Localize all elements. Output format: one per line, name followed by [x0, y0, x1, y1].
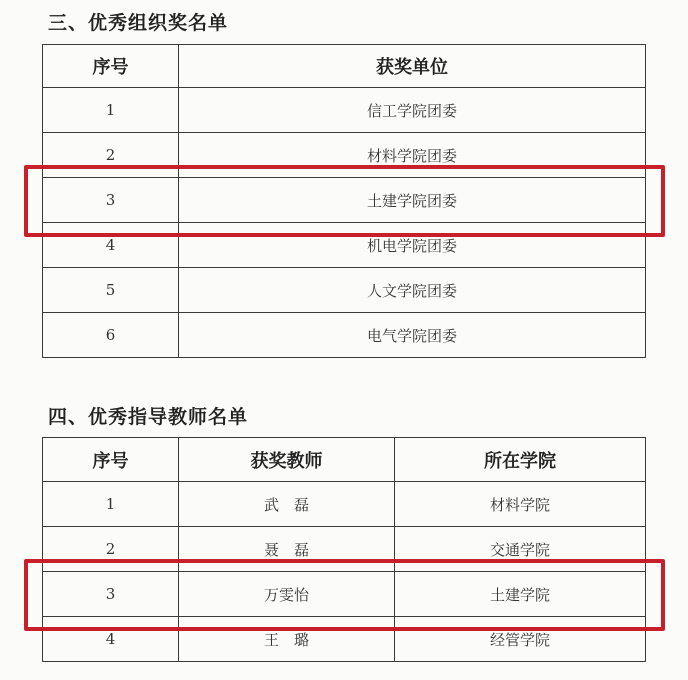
- organization-award-table: [42, 44, 646, 358]
- table-row: [43, 482, 646, 527]
- row-no: 2: [43, 133, 179, 178]
- header-college: 所在学院: [395, 438, 646, 482]
- table-header-row: [43, 45, 646, 88]
- table-row: [43, 223, 646, 268]
- row-no: 1: [43, 482, 179, 527]
- row-college: 交通学院: [395, 527, 646, 572]
- section3-title: 三、优秀组织奖名单: [48, 12, 229, 34]
- row-no: 2: [43, 527, 179, 572]
- row-no: 3: [43, 178, 179, 223]
- row-no: 5: [43, 268, 179, 313]
- row-no: 1: [43, 88, 179, 133]
- header-no: 序号: [43, 438, 179, 482]
- table-row: [43, 527, 646, 572]
- header-no: 序号: [43, 45, 179, 88]
- row-teacher: 王 璐: [179, 617, 395, 662]
- row-college: 经管学院: [395, 617, 646, 662]
- row-no: 3: [43, 572, 179, 617]
- row-teacher: 武 磊: [179, 482, 395, 527]
- row-teacher: 万雯怡: [179, 572, 395, 617]
- table-row: [43, 617, 646, 662]
- table-row: [43, 133, 646, 178]
- advisor-award-table: [42, 437, 646, 662]
- table-row: [43, 268, 646, 313]
- row-unit: 材料学院团委: [179, 133, 646, 178]
- table-row: [43, 178, 646, 223]
- row-unit: 人文学院团委: [179, 268, 646, 313]
- table-header-row: [43, 438, 646, 482]
- section4-title: 四、优秀指导教师名单: [48, 406, 249, 428]
- row-unit: 土建学院团委: [179, 178, 646, 223]
- table-row: [43, 88, 646, 133]
- row-college: 土建学院: [395, 572, 646, 617]
- row-unit: 机电学院团委: [179, 223, 646, 268]
- row-college: 材料学院: [395, 482, 646, 527]
- header-teacher: 获奖教师: [179, 438, 395, 482]
- row-unit: 信工学院团委: [179, 88, 646, 133]
- row-teacher: 聂 磊: [179, 527, 395, 572]
- row-no: 4: [43, 617, 179, 662]
- row-no: 4: [43, 223, 179, 268]
- row-unit: 电气学院团委: [179, 313, 646, 358]
- header-unit: 获奖单位: [179, 45, 646, 88]
- table-row: [43, 572, 646, 617]
- row-no: 6: [43, 313, 179, 358]
- table-row: [43, 313, 646, 358]
